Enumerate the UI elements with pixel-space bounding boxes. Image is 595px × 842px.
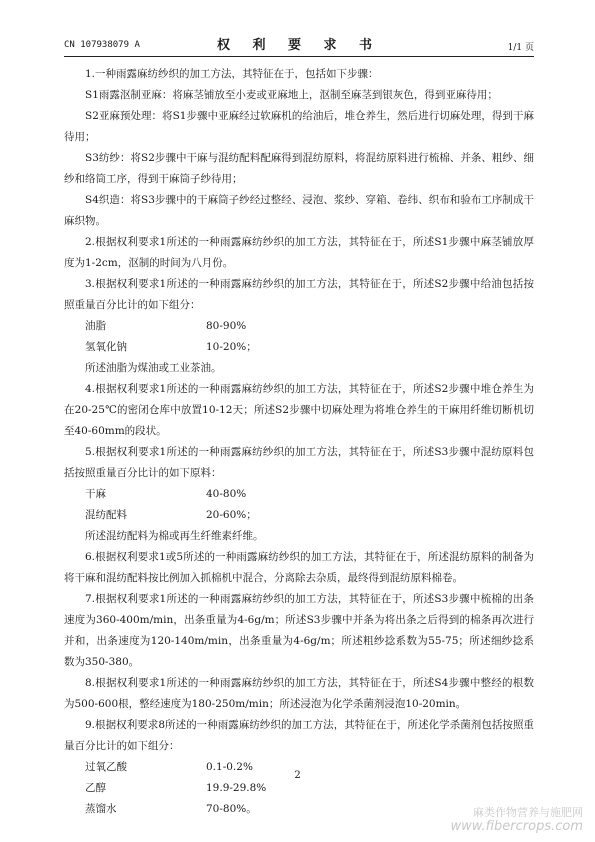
document-title: 权 利 要 求 书 [216, 38, 382, 53]
table-row [64, 316, 534, 337]
component-name: 乙醇 [85, 782, 106, 794]
component-value: 70-80%。 [206, 803, 257, 815]
component-name: 蒸馏水 [85, 803, 117, 815]
component-value: 0.1-0.2% [206, 761, 253, 773]
watermark-title: 麻类作物营养与施肥网 [473, 806, 583, 819]
component-name: 混纺配料 [85, 509, 127, 521]
composition-table-oil [64, 316, 534, 358]
page-indicator: 1/1 页 [507, 43, 534, 53]
table-row [64, 505, 534, 526]
component-value: 40-80% [206, 488, 247, 500]
component-name: 氢氧化钠 [85, 341, 127, 353]
watermark [450, 806, 583, 834]
claim-1-step-s1: S1雨露沤制亚麻：将麻茎铺放至小麦或亚麻地上，沤制至麻茎到银灰色，得到亚麻待用； [85, 89, 498, 101]
composition-table-blend [64, 484, 534, 526]
component-value: 20-60%； [206, 509, 257, 521]
claim-1-step-s2: S2亚麻预处理：将S1步骤中亚麻经过软麻机的给油后，堆仓养生，然后进行切麻处理，得到干麻待用； [64, 110, 534, 143]
claim-3-note: 所述油脂为煤油或工业茶油。 [85, 362, 222, 374]
claim-5: 5.根据权利要求1所述的一种雨露麻纺纱织的加工方法，其特征在于，所述S3步骤中混纺原料包括按照重量百分比计的如下原料： [64, 446, 534, 479]
claim-7: 7.根据权利要求1所述的一种雨露麻纺纱织的加工方法，其特征在于，所述S3步骤中梳棉的出条速度为360-400m/min，出条重量为4-6g/m；所述S3步骤中并条为将出条之后得到的棉条再次进行并和，出条速度为120-140m/min，出条重量为4-6g/m；所述粗纱捻系数为55-75；所述细纱捻系数为350-380。 [64, 593, 534, 668]
table-row [64, 337, 534, 358]
component-value: 80-90% [206, 320, 247, 332]
table-row [64, 778, 534, 799]
component-name: 干麻 [85, 488, 106, 500]
component-name: 油脂 [85, 320, 106, 332]
watermark-url: www.fibercrops.com [450, 819, 583, 834]
claim-3: 3.根据权利要求1所述的一种雨露麻纺纱织的加工方法，其特征在于，所述S2步骤中给油包括按照重量百分比计的如下组分： [64, 278, 534, 311]
claim-6: 6.根据权利要求1或5所述的一种雨露麻纺纱织的加工方法，其特征在于，所述混纺原料的制备为将干麻和混纺配料按比例加入抓棉机中混合，分离除去杂质，最终得到混纺原料棉卷。 [64, 551, 534, 584]
claim-4: 4.根据权利要求1所述的一种雨露麻纺纱织的加工方法，其特征在于，所述S2步骤中堆仓养生为在20-25℃的密闭仓库中放置10-12天；所述S2步骤中切麻处理为将堆仓养生的干麻用纤维切断机切至40-60mm的段状。 [64, 383, 534, 437]
claim-2: 2.根据权利要求1所述的一种雨露麻纺纱织的加工方法，其特征在于，所述S1步骤中麻茎铺放厚度为1-2cm，沤制的时间为八月份。 [64, 236, 534, 269]
claims-body [64, 64, 534, 820]
page-header [64, 34, 534, 57]
claim-5-note: 所述混纺配料为棉或再生纤维素纤维。 [85, 530, 264, 542]
page-number: 2 [294, 770, 301, 781]
table-row [64, 484, 534, 505]
claim-1: 1.一种雨露麻纺纱织的加工方法，其特征在于，包括如下步骤： [85, 68, 379, 80]
component-value: 10-20%； [206, 341, 257, 353]
claim-1-step-s4: S4织造：将S3步骤中的干麻筒子纱经过整经、浸泡、浆纱、穿箱、卷纬、织布和验布工序制成干麻织物。 [64, 194, 534, 227]
component-value: 19.9-29.8% [206, 782, 267, 794]
claim-9: 9.根据权利要求8所述的一种雨露麻纺纱织的加工方法，其特征在于，所述化学杀菌剂包括按照重量百分比计的如下组分： [64, 719, 534, 752]
claim-1-step-s3: S3纺纱：将S2步骤中干麻与混纺配料配麻得到混纺原料，将混纺原料进行梳棉、并条、粗纱、细纱和络筒工序，得到干麻筒子纱待用； [64, 152, 534, 185]
publication-number: CN 107938079 A [64, 40, 140, 50]
component-name: 过氧乙酸 [85, 761, 127, 773]
claim-8: 8.根据权利要求1所述的一种雨露麻纺纱织的加工方法，其特征在于，所述S4步骤中整经的根数为500-600根，整经速度为180-250m/min；所述浸泡为化学杀菌剂浸泡10-20min。 [64, 677, 534, 710]
